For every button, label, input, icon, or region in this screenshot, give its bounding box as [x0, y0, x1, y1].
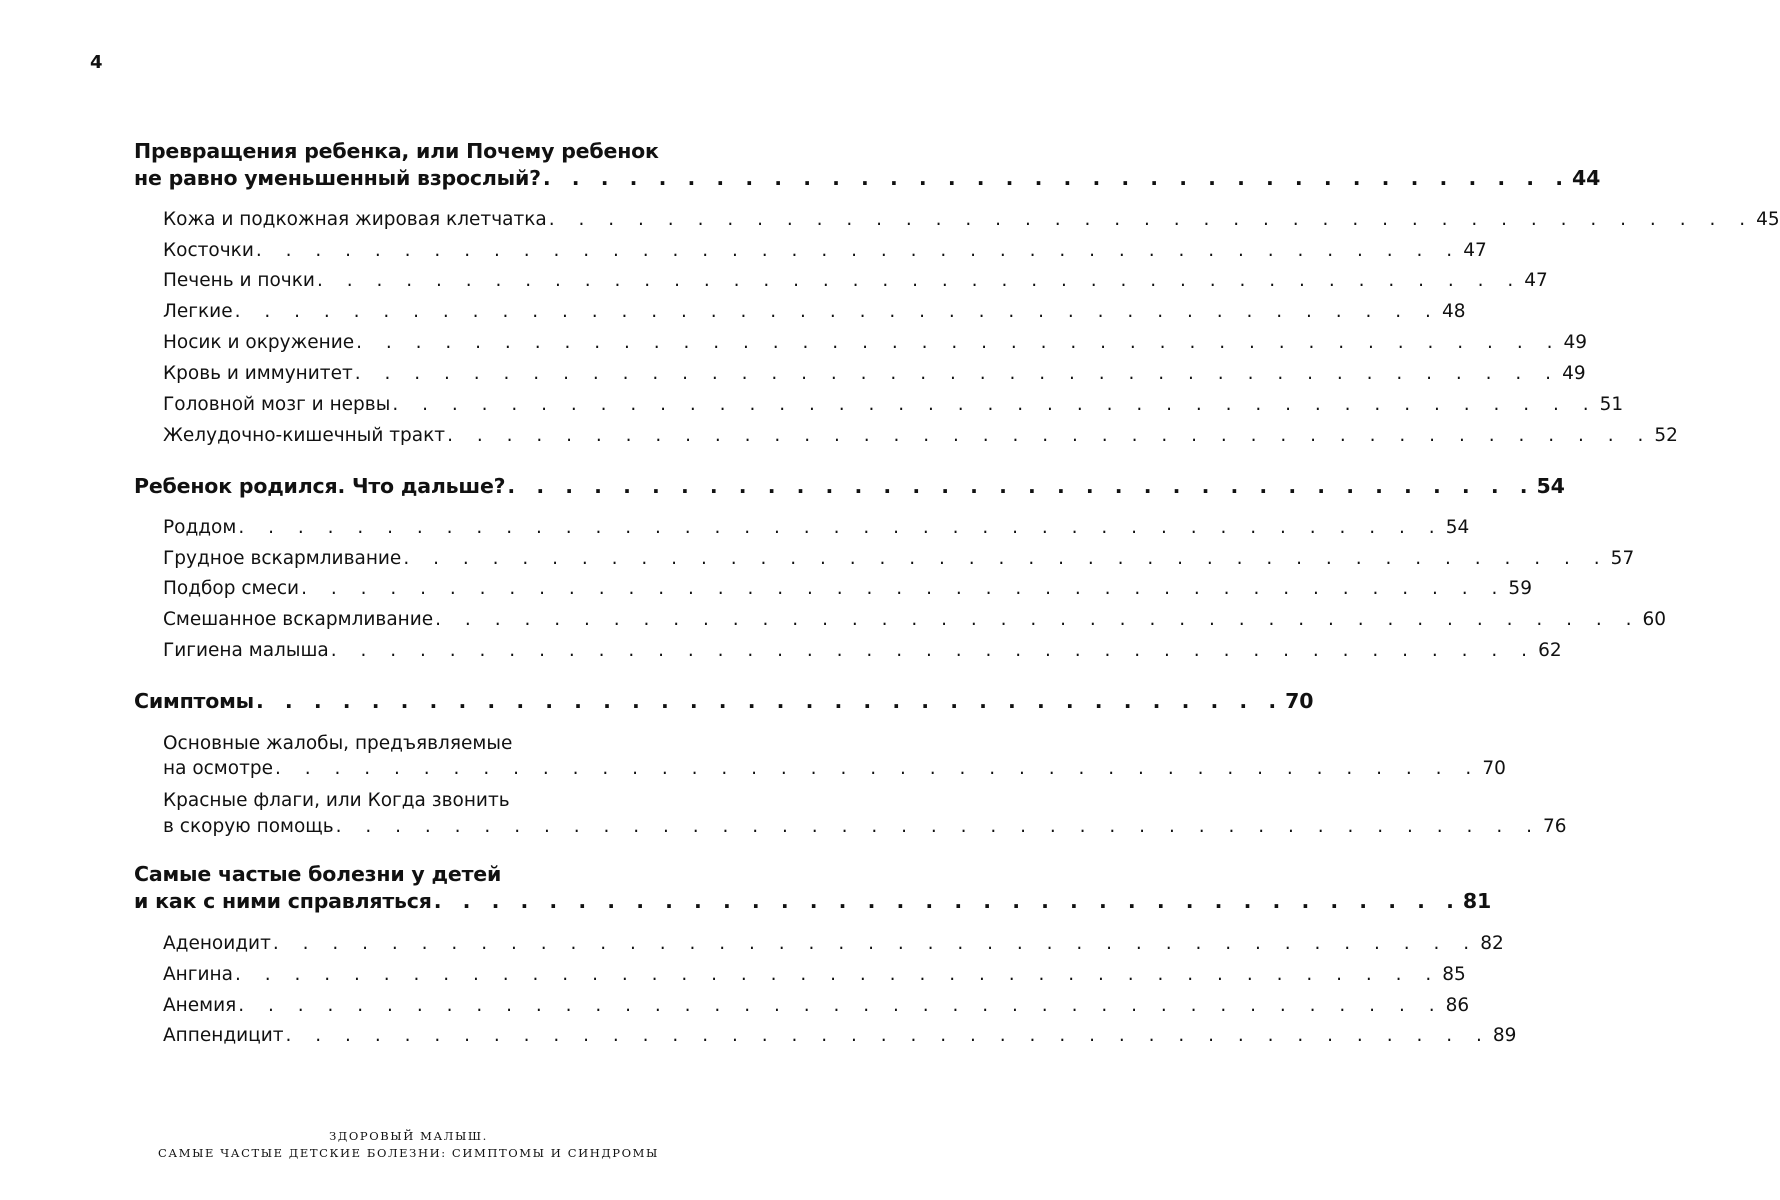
- entry-title: Подбор смеси: [163, 578, 300, 599]
- toc-entry[interactable]: [163, 572, 1532, 602]
- dot-leader: . . . . . . . . . . . . . . . . . . . . . . . . . . . . . . . . . . . . . . . . .: [548, 209, 1755, 230]
- dot-leader: . . . . . . . . . . . . . . . . . . . . . . . . . . . . . . . . . . . .: [433, 889, 1461, 913]
- toc-entry[interactable]: [163, 989, 1470, 1019]
- dot-leader: . . . . . . . . . . . . . . . . . . . . . . . . . . . . . . . . . . . . . . . . .: [354, 363, 1561, 384]
- entry-title: Кожа и подкожная жировая клетчатка: [163, 209, 547, 230]
- entry-page: 51: [1599, 394, 1624, 415]
- entry-page: 57: [1610, 548, 1635, 569]
- dot-leader: . . . . . . . . . . . . . . . . . . . . . . . . . . . . . . . . . . . . . . . . .: [392, 394, 1598, 415]
- dot-leader: . . . . . . . . . . . . . . . . . . . . . . . . . . . . . . . . . . . . . . . . .: [274, 758, 1481, 779]
- entry-title: Аппендицит: [163, 1025, 284, 1046]
- entry-title: Смешанное вскармливание: [163, 609, 434, 630]
- entry-page: 45: [1756, 209, 1780, 230]
- entry-title-line: Основные жалобы, предъявляемые: [163, 733, 513, 754]
- entry-title: Ангина: [163, 964, 233, 985]
- entry-page: 70: [1482, 758, 1506, 779]
- dot-leader: . . . . . . . . . . . . . . . . . . . . . . . . . . . . . . . . . . . . . . . . .: [330, 640, 1537, 661]
- toc-entry[interactable]: [163, 295, 1466, 325]
- dot-leader: . . . . . . . . . . . . . . . . . . . . . . . . . . . . . . . . . . . . . . . . .: [403, 548, 1609, 569]
- entry-page: 49: [1563, 332, 1588, 353]
- dot-leader: . . . . . . . . . . . . . . . . . . . . . . . . . . . . . . . . . . . . . . . . .: [285, 1025, 1491, 1046]
- section-title: Ребенок родился. Что дальше?: [134, 474, 506, 498]
- entry-page: 49: [1562, 363, 1586, 384]
- toc-entry[interactable]: [163, 203, 1780, 233]
- toc-entry[interactable]: [163, 542, 1635, 572]
- entry-title: Грудное вскармливание: [163, 548, 402, 569]
- dot-leader: . . . . . . . . . . . . . . . . . . . . . . . . . . . . . . . . . . . . . . . . .: [356, 332, 1562, 353]
- footer-line: САМЫЕ ЧАСТЫЕ ДЕТСКИЕ БОЛЕЗНИ: СИМПТОМЫ И СИНДРОМЫ: [158, 1146, 659, 1160]
- dot-leader: . . . . . . . . . . . . . . . . . . . . . . . . . . . . . . . . . . . . . . . . .: [255, 240, 1462, 261]
- entry-title: Аденоидит: [163, 933, 271, 954]
- entry-title: Роддом: [163, 517, 237, 538]
- entry-title: Гигиена малыша: [163, 640, 329, 661]
- dot-leader: . . . . . . . . . . . . . . . . . . . . . . . . . . . . . . . . . . . . . . . . .: [238, 517, 1444, 538]
- entry-title: Носик и окружение: [163, 332, 355, 353]
- entry-page: 60: [1642, 609, 1667, 630]
- running-footer: [0, 1128, 817, 1162]
- toc-entry[interactable]: [163, 511, 1470, 541]
- toc-entry[interactable]: [163, 927, 1504, 957]
- dot-leader: . . . . . . . . . . . . . . . . . . . . . . . . . . . . . . . . . . . . . . . . .: [234, 301, 1440, 322]
- toc-entry[interactable]: [163, 810, 1567, 840]
- section-entry[interactable]: [134, 684, 1314, 714]
- entry-page: 54: [1445, 517, 1470, 538]
- dot-leader: . . . . . . . . . . . . . . . . . . . . . . . . . . . . . . . . . . . . . . . . .: [316, 270, 1523, 291]
- toc-entry[interactable]: [163, 357, 1586, 387]
- dot-leader: . . . . . . . . . . . . . . . . . . . . . . . . . . . . . . . . . . . .: [542, 166, 1571, 190]
- toc-entry[interactable]: [163, 264, 1548, 294]
- dot-leader: . . . . . . . . . . . . . . . . . . . . . . . . . . . . . . . . . . . . . . . . .: [447, 425, 1653, 446]
- entry-title: Печень и почки: [163, 270, 315, 291]
- entry-page: 76: [1542, 816, 1567, 837]
- section-entry[interactable]: [134, 884, 1492, 914]
- dot-leader: . . . . . . . . . . . . . . . . . . . . . . . . . . . . . . . . . . . . . . . . .: [435, 609, 1641, 630]
- entry-title-line: Красные флаги, или Когда звонить: [163, 790, 510, 811]
- entry-page: 62: [1538, 640, 1562, 661]
- section-entry[interactable]: [134, 469, 1565, 499]
- dot-leader: . . . . . . . . . . . . . . . . . . . . . . . . . . . . . . . . . . . . . . . . .: [272, 933, 1479, 954]
- footer-line: ЗДОРОВЫЙ МАЛЫШ.: [329, 1129, 488, 1143]
- section-page: 54: [1536, 474, 1565, 498]
- section-title-line: Превращения ребенка, или Почему ребенок: [134, 139, 659, 163]
- entry-page: 52: [1654, 425, 1678, 446]
- toc-entry[interactable]: [163, 419, 1678, 449]
- dot-leader: . . . . . . . . . . . . . . . . . . . . . . . . . . . . . . . . . . . .: [507, 474, 1535, 498]
- section-title: Симптомы: [134, 689, 254, 713]
- toc-entry[interactable]: [163, 752, 1506, 782]
- entry-page: 85: [1442, 964, 1466, 985]
- entry-page: 89: [1492, 1025, 1517, 1046]
- page-number: 4: [90, 52, 103, 73]
- toc-entry[interactable]: [163, 634, 1562, 664]
- toc-entry[interactable]: [163, 326, 1588, 356]
- toc-entry[interactable]: [163, 958, 1466, 988]
- entry-page: 59: [1508, 578, 1532, 599]
- section-entry[interactable]: [134, 161, 1601, 191]
- entry-title: Анемия: [163, 995, 237, 1016]
- dot-leader: . . . . . . . . . . . . . . . . . . . . . . . . . . . . . . . . . . . . . . . . .: [238, 995, 1444, 1016]
- entry-page: 86: [1445, 995, 1470, 1016]
- entry-title: в скорую помощь: [163, 816, 334, 837]
- toc-entry[interactable]: [163, 234, 1487, 264]
- entry-page: 48: [1441, 301, 1466, 322]
- toc-entry[interactable]: [163, 1019, 1517, 1049]
- entry-page: 47: [1524, 270, 1548, 291]
- entry-title: Легкие: [163, 301, 233, 322]
- toc-entry[interactable]: [163, 603, 1667, 633]
- entry-page: 82: [1480, 933, 1504, 954]
- section-page: 44: [1572, 166, 1601, 190]
- toc-entry[interactable]: [163, 388, 1624, 418]
- section-page: 70: [1285, 689, 1314, 713]
- dot-leader: . . . . . . . . . . . . . . . . . . . . . . . . . . . . . . . . . . . . . . . . .: [301, 578, 1507, 599]
- dot-leader: . . . . . . . . . . . . . . . . . . . . . . . . . . . . . . . . . . . .: [256, 689, 1284, 713]
- entry-title: Головной мозг и нервы: [163, 394, 391, 415]
- entry-title: Косточки: [163, 240, 254, 261]
- dot-leader: . . . . . . . . . . . . . . . . . . . . . . . . . . . . . . . . . . . . . . . . .: [234, 964, 1441, 985]
- table-of-contents: [134, 0, 1780, 1200]
- section-title: не равно уменьшенный взрослый?: [134, 166, 541, 190]
- entry-page: 47: [1463, 240, 1487, 261]
- entry-title: Желудочно-кишечный тракт: [163, 425, 446, 446]
- entry-title: Кровь и иммунитет: [163, 363, 353, 384]
- entry-title: на осмотре: [163, 758, 273, 779]
- section-title: и как с ними справляться: [134, 889, 432, 913]
- section-title-line: Самые частые болезни у детей: [134, 862, 502, 886]
- section-page: 81: [1462, 889, 1492, 913]
- dot-leader: . . . . . . . . . . . . . . . . . . . . . . . . . . . . . . . . . . . . . . . . .: [335, 816, 1541, 837]
